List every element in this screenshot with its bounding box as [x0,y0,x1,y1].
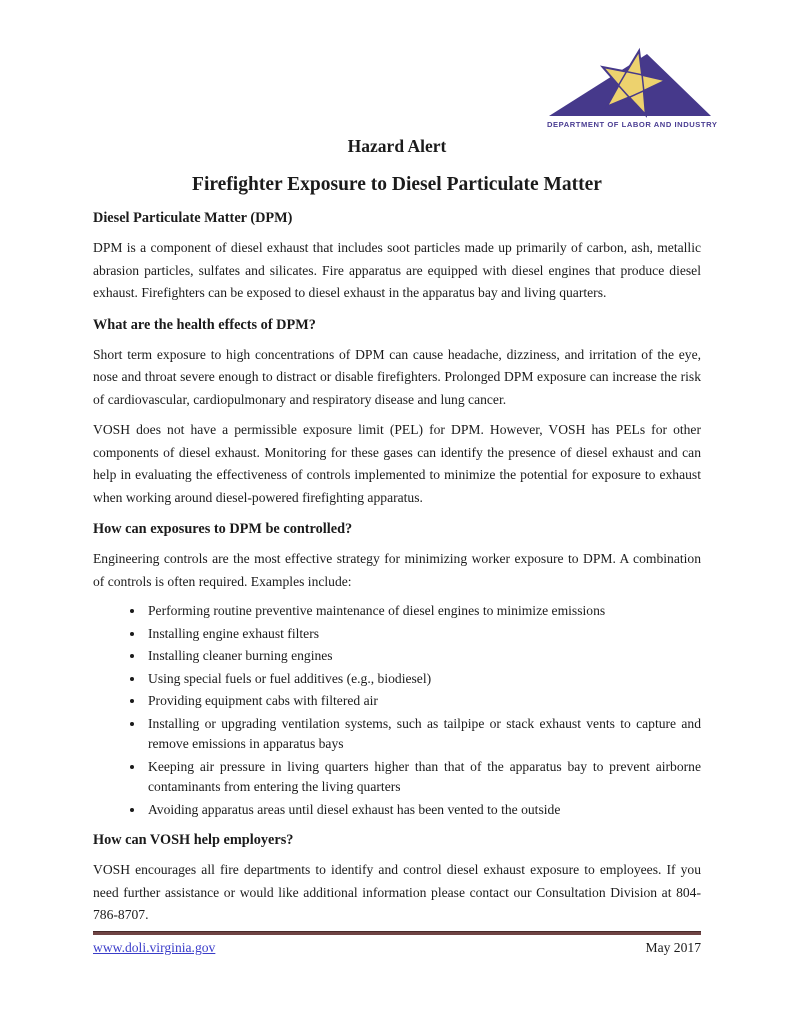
logo-caption: DEPARTMENT OF LABOR AND INDUSTRY [547,120,718,129]
list-item: • Installing engine exhaust filters [145,624,701,645]
footer-date: May 2017 [645,940,701,955]
section-heading-dpm: Diesel Particulate Matter (DPM) [93,210,293,226]
section-heading-vosh-help: How can VOSH help employers? [93,832,294,848]
paragraph-dpm-intro: DPM is a component of diesel exhaust that includes soot particles made up primarily of carbon, ash, metallic abrasion particles, sulfates and silicates. Fire apparatus are equipped with diesel engines that produce diesel exhaust. Firefighters can be exposed to diesel exhaust in the apparatus bay and living quarters. [93,240,701,300]
doc-title: Hazard Alert [347,136,447,156]
paragraph-health-effects-2: VOSH does not have a permissible exposure limit (PEL) for DPM. However, VOSH has PELs for other components of diesel exhaust. Monitoring for these gases can identify the presence of diesel exhaust and can help in evaluating the effectiveness of controls implemented to minimize the potential for exposure to exhaust when working around diesel-powered firefighting apparatus. [93,422,701,505]
logo [547,44,718,129]
list-item: • Avoiding apparatus areas until diesel exhaust has been vented to the outside [145,800,701,821]
paragraph-controls-intro: Engineering controls are the most effective strategy for minimizing worker exposure to DPM. A combination of controls is often required. Examples include: [93,551,701,589]
doc-subtitle: Firefighter Exposure to Diesel Particulate Matter [192,174,602,195]
controls-bullet-list [93,601,701,820]
list-item: • Performing routine preventive maintenance of diesel engines to minimize emissions [145,601,701,622]
paragraph-vosh-help: VOSH encourages all fire departments to identify and control diesel exhaust exposure to employees. If you need further assistance or would like additional information please contact our Consultation Division at 804-786-8707. [93,862,701,922]
paragraph-health-effects-1: Short term exposure to high concentrations of DPM can cause headache, dizziness, and irritation of the eye, nose and throat severe enough to distract or disable firefighters. Prolonged DPM exposure can increase the risk of cardiovascular, cardiopulmonary and respiratory disease and lung cancer. [93,346,701,407]
footer [93,931,701,956]
mountain-star-logo-icon [547,44,713,118]
section-heading-health-effects: What are the health effects of DPM? [93,316,316,333]
list-item: • Installing or upgrading ventilation systems, such as tailpipe or stack exhaust vents to capture and remove emissions in apparatus bays [145,714,701,755]
section-heading-controls: How can exposures to DPM be controlled? [93,521,353,537]
list-item: • Using special fuels or fuel additives (e.g., biodiesel) [145,669,701,690]
footer-rule [93,931,701,935]
doli-website-link[interactable]: www.doli.virginia.gov [93,940,216,955]
list-item: • Providing equipment cabs with filtered air [145,691,701,712]
list-item: • Installing cleaner burning engines [145,646,701,667]
list-item: • Keeping air pressure in living quarters higher than that of the apparatus bay to prevent airborne contaminants from entering the living quarters [145,757,701,798]
